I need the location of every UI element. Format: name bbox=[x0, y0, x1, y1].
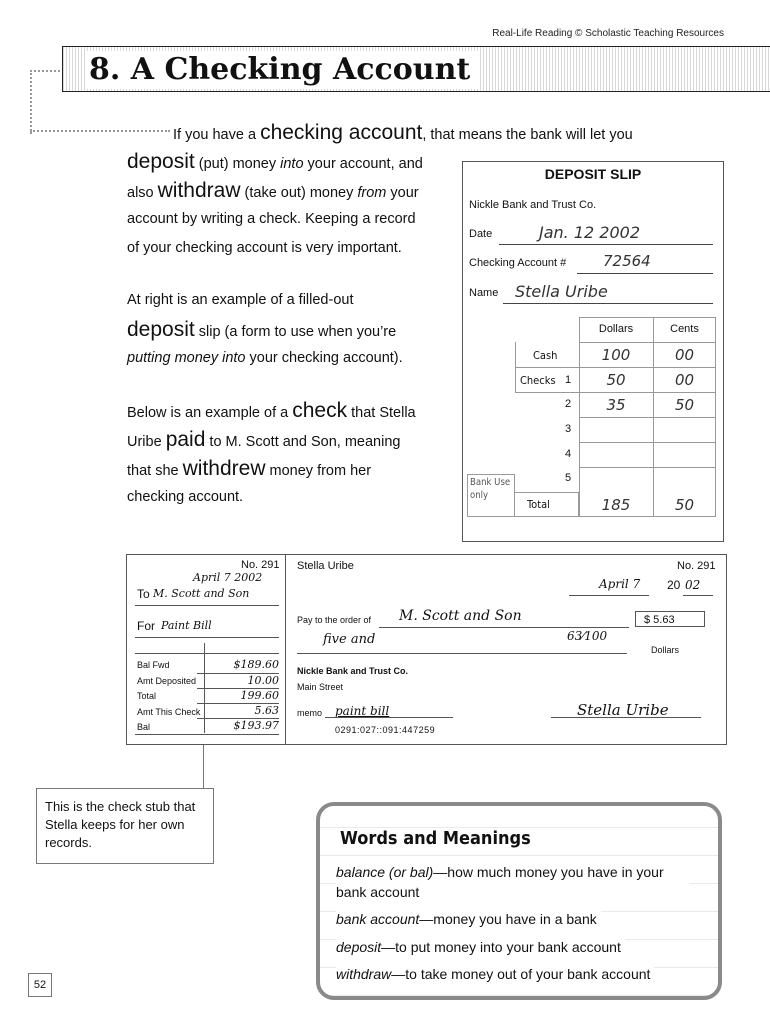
term-withdraw: withdraw bbox=[157, 179, 241, 202]
stub-row-value: $189.60 bbox=[233, 658, 279, 671]
text: that she bbox=[127, 463, 183, 479]
slip-date-line bbox=[499, 244, 713, 245]
bank-use-label: Bank Use only bbox=[470, 477, 511, 501]
text: your account, and bbox=[303, 156, 423, 172]
signature: Stella Uribe bbox=[577, 701, 669, 719]
stub-row-value: 10.00 bbox=[247, 674, 279, 687]
text: slip (a form to use when you’re bbox=[194, 324, 397, 340]
intro-line-4: account by writing a check. Keeping a record bbox=[127, 211, 416, 227]
stub-for-label: For bbox=[137, 619, 155, 633]
stub-line bbox=[135, 605, 279, 606]
definition-text: —money you have in a bank bbox=[419, 911, 597, 927]
amount-fraction: 63⁄100 bbox=[567, 629, 608, 643]
definition-term: bank account bbox=[336, 911, 420, 927]
stub-number: No. 291 bbox=[241, 559, 280, 571]
grid-row-line bbox=[579, 442, 716, 443]
slip-date-value: Jan. 12 2002 bbox=[539, 223, 640, 242]
check-row-num: 3 bbox=[565, 423, 572, 435]
slip-name-value: Stella Uribe bbox=[515, 282, 608, 301]
check-year-prefix: 20 bbox=[667, 578, 681, 592]
stub-row-label: Amt This Check bbox=[137, 707, 201, 717]
amount-box: $ 5.63 bbox=[635, 611, 705, 627]
total-dollars: 185 bbox=[601, 496, 631, 514]
check-row-num: 4 bbox=[565, 448, 572, 460]
stub-divider bbox=[285, 555, 286, 744]
grid-row-line bbox=[579, 467, 716, 468]
grid-row-line bbox=[515, 367, 716, 368]
slip-name-line bbox=[503, 303, 713, 304]
check-street: Main Street bbox=[297, 682, 344, 692]
intro-line-10 bbox=[127, 425, 400, 457]
check1-cents: 00 bbox=[674, 371, 695, 389]
definition-text: —how much money you have in your bank account bbox=[336, 864, 664, 900]
stub-row-value: $193.97 bbox=[233, 719, 279, 732]
definition-term: withdraw bbox=[336, 966, 392, 982]
text: that Stella bbox=[347, 405, 416, 421]
dotted-rail-bottom bbox=[30, 130, 170, 132]
grid-row-line bbox=[579, 342, 716, 343]
cash-cents: 00 bbox=[674, 346, 695, 364]
check-year-line bbox=[683, 595, 713, 596]
stub-to-label: To bbox=[137, 587, 150, 601]
text: also bbox=[127, 185, 158, 201]
stub-row-value: 5.63 bbox=[254, 704, 279, 717]
text: into bbox=[280, 156, 304, 172]
definition-term: balance (or bal) bbox=[336, 864, 434, 880]
stub-line bbox=[135, 653, 279, 654]
slip-acct-label: Checking Account # bbox=[469, 257, 567, 269]
definition-item bbox=[336, 937, 625, 957]
check-bank: Nickle Bank and Trust Co. bbox=[297, 666, 409, 676]
payto-label: Pay to the order of bbox=[297, 615, 372, 625]
grid-left-edge bbox=[515, 342, 516, 392]
col-cents: Cents bbox=[670, 323, 699, 335]
stub-caption: This is the check stub that Stella keeps for her own records. bbox=[36, 788, 214, 864]
checks-label: Checks bbox=[520, 374, 556, 387]
check1-dollars: 50 bbox=[606, 371, 626, 389]
text: from bbox=[357, 185, 387, 201]
total-cents: 50 bbox=[674, 496, 695, 514]
text: If you have a bbox=[173, 127, 261, 143]
check-number: No. 291 bbox=[677, 560, 716, 572]
stub-row-label: Bal bbox=[137, 722, 151, 732]
check-date-line bbox=[569, 595, 649, 596]
text: Uribe bbox=[127, 434, 166, 450]
check2-dollars: 35 bbox=[606, 396, 626, 414]
memo-line bbox=[325, 717, 453, 718]
stub-line bbox=[135, 734, 279, 735]
payto-value: M. Scott and Son bbox=[399, 608, 522, 624]
term-withdrew: withdrew bbox=[182, 457, 266, 480]
memo-label: memo bbox=[297, 708, 323, 718]
payto-line bbox=[379, 627, 629, 628]
text: (put) money bbox=[194, 156, 281, 172]
page-credit: Real-Life Reading © Scholastic Teaching Resources bbox=[492, 28, 724, 39]
slip-name-label: Name bbox=[469, 287, 499, 299]
stub-line bbox=[135, 637, 279, 638]
definition-item bbox=[336, 862, 690, 902]
amount-words-line bbox=[297, 653, 627, 654]
check-owner: Stella Uribe bbox=[297, 560, 354, 572]
definition-item bbox=[336, 964, 654, 984]
text: (take out) money bbox=[240, 185, 358, 201]
text: money from her bbox=[265, 463, 372, 479]
col-dollars: Dollars bbox=[598, 323, 634, 335]
term-deposit: deposit bbox=[127, 150, 195, 173]
term-check: check bbox=[292, 399, 348, 422]
amount-words: five and bbox=[323, 632, 376, 647]
cash-dollars: 100 bbox=[601, 346, 631, 364]
text: Below is an example of a bbox=[127, 405, 293, 421]
words-title: Words and Meanings bbox=[340, 828, 537, 849]
stub-row-value: 199.60 bbox=[240, 689, 279, 702]
slip-acct-value: 72564 bbox=[603, 252, 651, 270]
intro-line-8 bbox=[127, 344, 403, 373]
grid-row-line bbox=[515, 392, 716, 393]
intro-line-11 bbox=[127, 454, 371, 486]
title-banner bbox=[62, 46, 770, 92]
text: putting money into bbox=[127, 350, 246, 366]
slip-title: DEPOSIT SLIP bbox=[544, 166, 642, 182]
dotted-rail bbox=[30, 70, 64, 134]
stub-to-value: M. Scott and Son bbox=[153, 587, 250, 600]
intro-line-7 bbox=[127, 315, 396, 347]
page-title: 8. A Checking Account bbox=[85, 51, 478, 89]
stub-row-label: Total bbox=[137, 691, 157, 701]
term-deposit: deposit bbox=[127, 318, 195, 341]
text: your checking account). bbox=[245, 350, 403, 366]
dollars-label: Dollars bbox=[651, 645, 680, 655]
text: , that means the bank will let you bbox=[422, 127, 633, 143]
intro-line-9 bbox=[127, 396, 416, 428]
stub-date: April 7 2002 bbox=[193, 571, 263, 584]
stub-for-value: Paint Bill bbox=[161, 619, 212, 632]
definition-term: deposit bbox=[336, 939, 382, 955]
slip-date-label: Date bbox=[469, 228, 493, 240]
deposit-slip bbox=[462, 161, 724, 542]
routing-number: 0291:027::091:447259 bbox=[335, 725, 436, 735]
grid-row-line bbox=[579, 417, 716, 418]
check-row-num: 2 bbox=[565, 398, 572, 410]
cash-label: Cash bbox=[533, 349, 558, 362]
check-year-value: 02 bbox=[685, 578, 701, 592]
memo-value: paint bill bbox=[335, 704, 390, 718]
text: your bbox=[386, 185, 419, 201]
intro-line-3 bbox=[127, 176, 419, 208]
stub-row-label: Amt Deposited bbox=[137, 676, 197, 686]
term-paid: paid bbox=[165, 428, 206, 451]
definition-text: —to put money into your bank account bbox=[381, 939, 621, 955]
intro-line-2 bbox=[127, 147, 423, 179]
total-label: Total bbox=[527, 498, 550, 511]
term-checking-account: checking account bbox=[260, 121, 423, 144]
definition-item bbox=[336, 909, 601, 929]
intro-line-12: checking account. bbox=[127, 489, 244, 505]
intro-line-1 bbox=[173, 118, 633, 150]
check-date: April 7 bbox=[599, 577, 641, 591]
check-row-num: 1 bbox=[565, 374, 572, 386]
check bbox=[126, 554, 727, 745]
intro-line-6: At right is an example of a filled-out bbox=[127, 292, 354, 308]
check2-cents: 50 bbox=[674, 396, 695, 414]
caption-leader-line bbox=[203, 745, 204, 788]
definition-text: —to take money out of your bank account bbox=[391, 966, 651, 982]
slip-acct-line bbox=[577, 273, 713, 274]
check-row-num: 5 bbox=[565, 472, 572, 484]
page-number: 52 bbox=[28, 973, 52, 997]
signature-line bbox=[551, 717, 701, 718]
slip-bank: Nickle Bank and Trust Co. bbox=[469, 199, 597, 211]
stub-row-label: Bal Fwd bbox=[137, 660, 170, 670]
intro-line-5: of your checking account is very important. bbox=[127, 240, 402, 256]
text: to M. Scott and Son, meaning bbox=[205, 434, 401, 450]
words-and-meanings-box bbox=[316, 802, 722, 1000]
